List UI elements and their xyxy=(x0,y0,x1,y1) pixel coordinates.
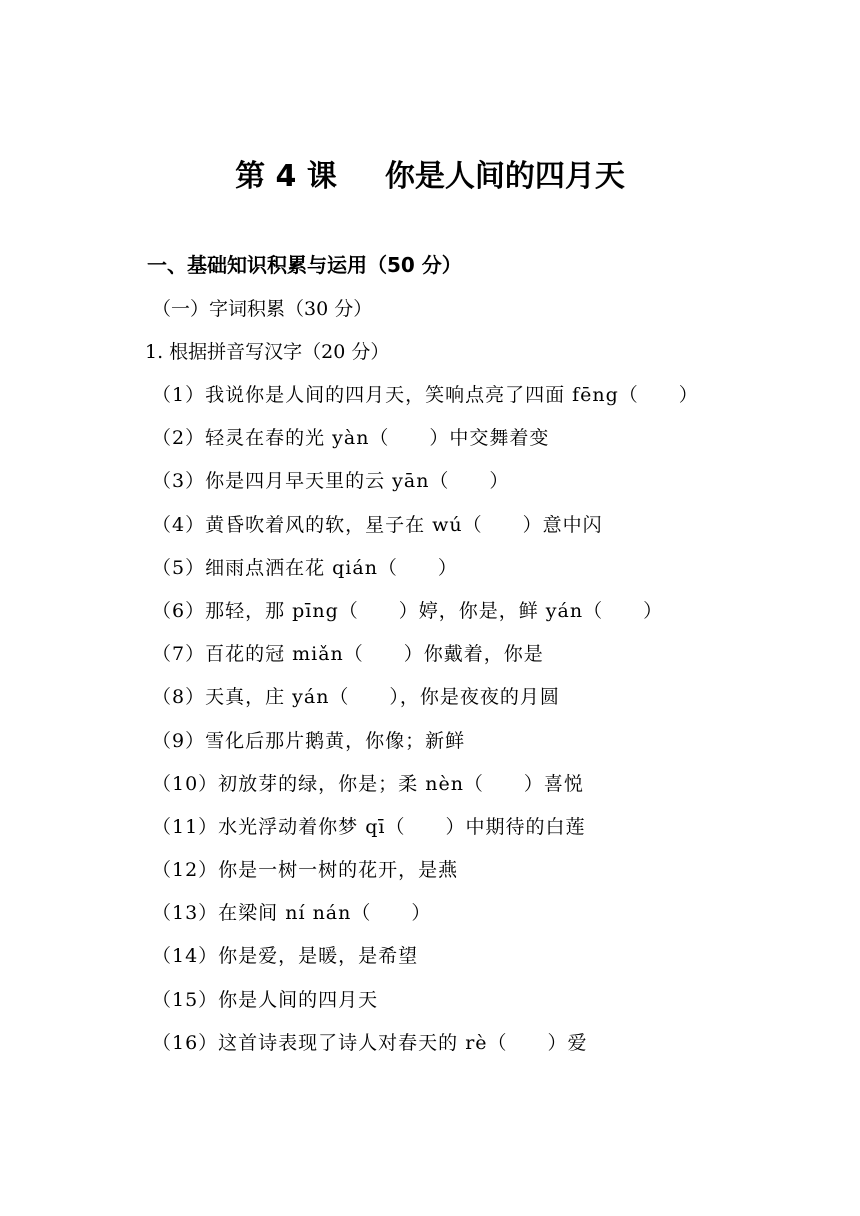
list-item: （4）黄昏吹着风的软，星子在 wú（ ）意中闪 xyxy=(152,513,603,536)
list-item: （10）初放芽的绿，你是；柔 nèn（ ）喜悦 xyxy=(152,772,584,795)
list-item: （12）你是一树一树的花开，是燕 xyxy=(152,859,459,882)
list-item: （8）天真，庄 yán（ ），你是夜夜的月圆 xyxy=(152,686,560,709)
list-item: （6）那轻，那 pīng（ ）婷，你是，鲜 yán（ ） xyxy=(152,599,664,622)
section-heading: 一、基础知识积累与运用（50 分） xyxy=(147,253,462,277)
list-item: （11）水光浮动着你梦 qī（ ）中期待的白莲 xyxy=(152,815,586,838)
list-item: （9）雪化后那片鹅黄，你像；新鲜 xyxy=(152,729,466,752)
subsection-heading: （一）字词积累（30 分） xyxy=(152,298,373,320)
list-item: （16）这首诗表现了诗人对春天的 rè（ ）爱 xyxy=(152,1031,588,1054)
lesson-number: 第 4 课 xyxy=(235,159,337,194)
list-item: （15）你是人间的四月天 xyxy=(152,988,379,1011)
poem-title: 你是人间的四月天 xyxy=(384,159,625,194)
list-item: （3）你是四月早天里的云 yān（ ） xyxy=(152,470,510,493)
list-item: （5）细雨点洒在花 qián（ ） xyxy=(152,556,458,579)
list-item: （13）在梁间 ní nán（ ） xyxy=(152,902,432,925)
list-item: （2）轻灵在春的光 yàn（ ）中交舞着变 xyxy=(152,427,550,450)
question-heading: 1. 根据拼音写汉字（20 分） xyxy=(145,341,390,363)
list-item: （14）你是爱，是暖，是希望 xyxy=(152,945,419,968)
page-title xyxy=(0,155,860,199)
list-item: （1）我说你是人间的四月天，笑响点亮了四面 fēng（ ） xyxy=(152,384,699,406)
fill-in-list xyxy=(152,378,699,1069)
list-item: （7）百花的冠 miǎn（ ）你戴着，你是 xyxy=(152,643,544,666)
